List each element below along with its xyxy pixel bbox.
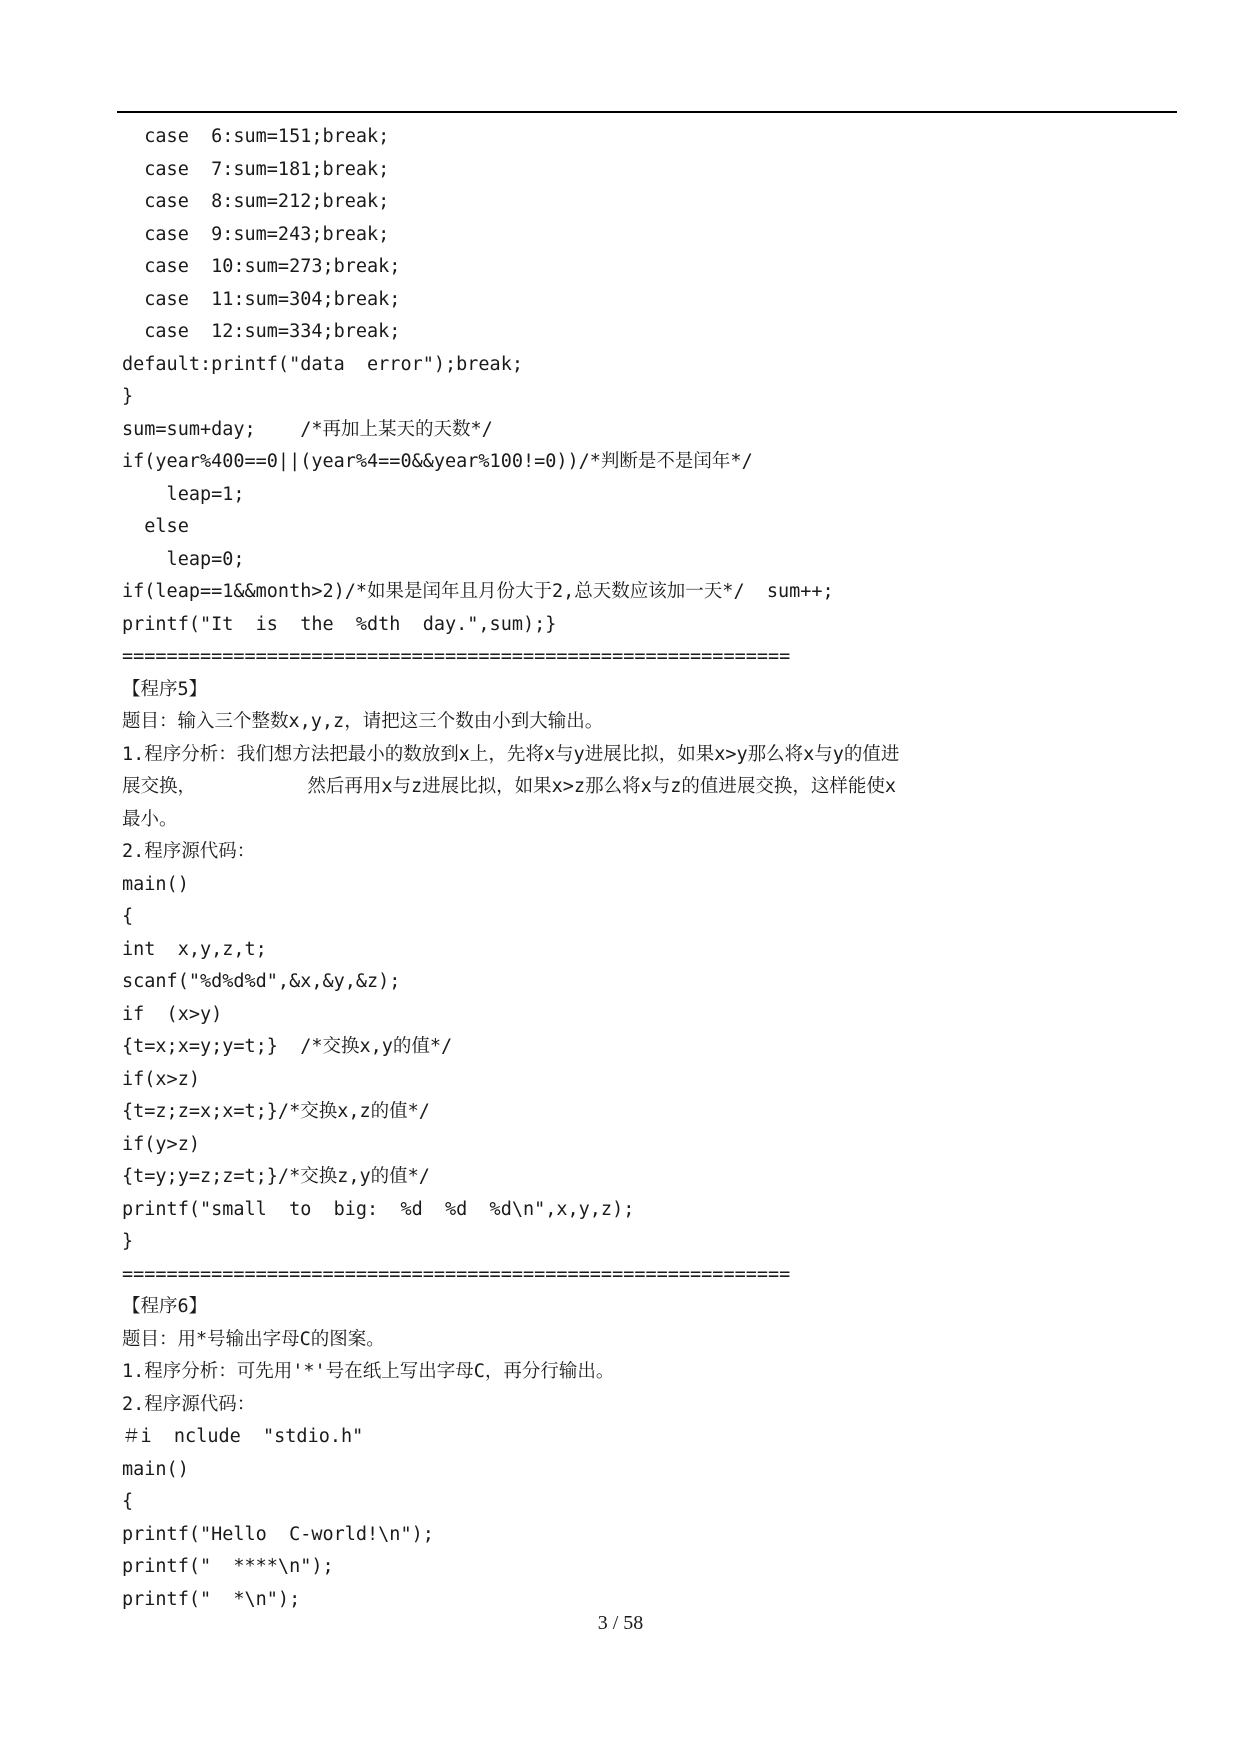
- separator-line: ============================================================: [122, 1263, 791, 1285]
- code-line: scanf("%d%d%d",&x,&y,&z);: [122, 971, 401, 992]
- code-line: case 6:sum=151;break;: [122, 126, 390, 147]
- code-line: case 11:sum=304;break;: [122, 288, 401, 310]
- code-line: main(): [122, 873, 189, 895]
- code-line: }: [122, 1231, 134, 1252]
- code-line: printf("small to big: %d %d %d\n",x,y,z);: [122, 1198, 635, 1220]
- code-line: if (x>y): [122, 1003, 223, 1025]
- code-line: {t=y;y=z;z=t;}/*交换z,y的值*/: [122, 1166, 430, 1187]
- code-line: printf("It is the %dth day.",sum);}: [122, 613, 557, 635]
- analysis-text: 1.程序分析：我们想方法把最小的数放到x上，先将x与y进展比拟，如果x>y那么将x与y的值进: [122, 743, 900, 765]
- separator-line: ============================================================: [122, 646, 791, 667]
- document-body: [122, 121, 1122, 1616]
- code-line: printf("Hello C-world!\n");: [122, 1523, 434, 1545]
- code-line: case 10:sum=273;break;: [122, 256, 401, 277]
- program-heading: 【程序6】: [122, 1296, 208, 1317]
- program-heading: 【程序5】: [122, 678, 208, 700]
- code-line: if(leap==1&&month>2)/*如果是闰年且月份大于2,总天数应该加一天*/ sum++;: [122, 581, 834, 602]
- header-rule: [117, 111, 1177, 113]
- problem-statement: 题目：输入三个整数x,y,z，请把这三个数由小到大输出。: [122, 711, 604, 732]
- analysis-text: 展交换， 然后再用x与z进展比拟，如果x>z那么将x与z的值进展交换，这样能使x: [122, 776, 896, 797]
- code-line: int x,y,z,t;: [122, 938, 267, 960]
- code-line: leap=1;: [122, 483, 245, 505]
- code-line: else: [122, 516, 189, 537]
- code-line: ＃i nclude "stdio.h": [122, 1426, 364, 1447]
- code-line: case 12:sum=334;break;: [122, 321, 401, 342]
- analysis-text: 最小。: [122, 808, 178, 830]
- code-line: if(y>z): [122, 1133, 200, 1155]
- section-label: 2.程序源代码：: [122, 1393, 256, 1415]
- code-line: }: [122, 386, 134, 407]
- code-line: printf(" ****\n");: [122, 1556, 334, 1577]
- code-line: case 8:sum=212;break;: [122, 191, 390, 212]
- code-line: if(x>z): [122, 1068, 200, 1090]
- problem-statement: 题目：用*号输出字母C的图案。: [122, 1328, 385, 1350]
- section-label: 2.程序源代码：: [122, 841, 256, 862]
- code-line: {: [122, 1491, 134, 1512]
- code-line: {t=x;x=y;y=t;} /*交换x,y的值*/: [122, 1036, 453, 1057]
- code-line: leap=0;: [122, 548, 245, 570]
- code-line: printf(" *\n");: [122, 1588, 301, 1610]
- code-line: {t=z;z=x;x=t;}/*交换x,z的值*/: [122, 1101, 430, 1122]
- code-line: main(): [122, 1458, 189, 1480]
- code-line: default:printf("data error");break;: [122, 353, 523, 375]
- code-line: if(year%400==0||(year%4==0&&year%100!=0))/*判断是不是闰年*/: [122, 451, 753, 472]
- code-line: {: [122, 906, 134, 927]
- analysis-text: 1.程序分析：可先用'*'号在纸上写出字母C，再分行输出。: [122, 1361, 615, 1382]
- code-line: case 9:sum=243;break;: [122, 223, 390, 245]
- code-line: sum=sum+day; /*再加上某天的天数*/: [122, 418, 493, 440]
- code-line: case 7:sum=181;break;: [122, 158, 390, 180]
- page-number: 3 / 58: [597, 1612, 644, 1634]
